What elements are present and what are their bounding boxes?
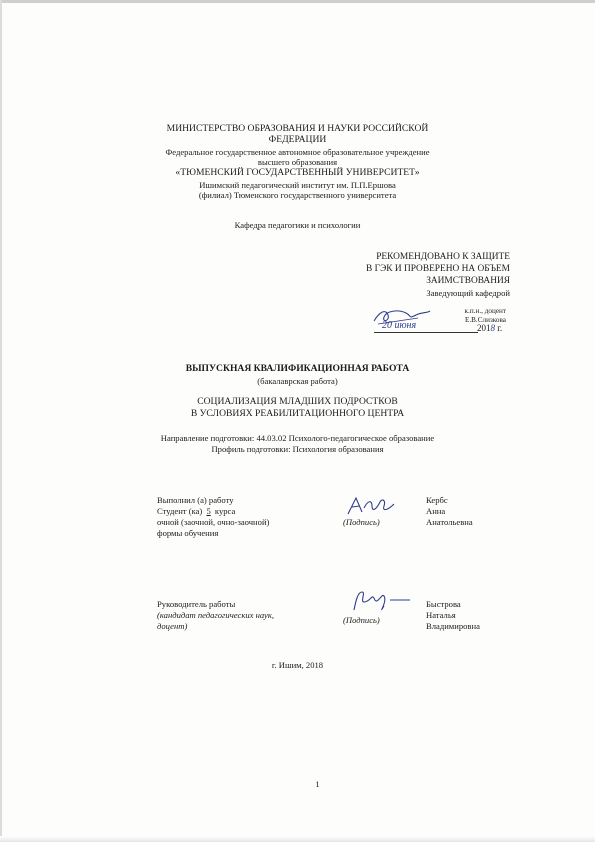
supervisor-degree: (кандидат педагогических наук, — [157, 610, 275, 620]
head-name: Е.В.Слизкова — [464, 316, 506, 324]
supervisor-signature-label: (Подпись) — [343, 615, 380, 625]
year-suffix-handwritten: 8 — [490, 323, 495, 333]
work-direction: Направление подготовки: 44.03.02 Психолого-педагогическое образование — [160, 433, 435, 443]
work-type: ВЫПУСКНАЯ КВАЛИФИКАЦИОННАЯ РАБОТА — [185, 363, 410, 374]
institution-heading — [0, 147, 595, 167]
supervisor-title: доцент) — [157, 621, 188, 631]
university-name: «ТЮМЕНСКИЙ ГОСУДАРСТВЕННЫЙ УНИВЕРСИТЕТ» — [175, 167, 420, 178]
approval-line-2: В ГЭК И ПРОВЕРЕНО НА ОБЪЕМ — [366, 264, 510, 274]
institute-heading — [0, 180, 595, 200]
supervisor-name: Наталья — [426, 610, 456, 620]
institution-line-2: высшего образования — [257, 157, 338, 167]
supervisor-patronymic: Владимировна — [426, 621, 480, 631]
approval-line-4: Заведующий кафедрой — [426, 288, 510, 298]
date-underline — [374, 332, 478, 333]
scan-edge-top — [0, 0, 595, 3]
work-title — [0, 396, 595, 420]
approval-year — [477, 323, 502, 333]
head-degree: к.п.н., доцент — [464, 307, 506, 315]
institute-line-1: Ишимский педагогический институт им. П.П.Ершова — [199, 180, 396, 190]
student-course — [157, 506, 235, 517]
work-title-line-2: В УСЛОВИЯХ РЕАБИЛИТАЦИОННОГО ЦЕНТРА — [190, 408, 405, 419]
supervisor-label: Руководитель работы — [157, 599, 236, 609]
work-profile: Профиль подготовки: Психология образования — [211, 444, 384, 454]
work-title-line-1: СОЦИАЛИЗАЦИЯ МЛАДШИХ ПОДРОСТКОВ — [197, 396, 398, 407]
city-year: г. Ишим, 2018 — [271, 660, 324, 670]
department-name: Кафедра педагогики и психологии — [234, 220, 361, 230]
ministry-line-1: МИНИСТЕРСТВО ОБРАЗОВАНИЯ И НАУКИ РОССИЙСКОЙ — [166, 123, 429, 134]
student-name: Анна — [426, 506, 446, 516]
work-subtype: (бакалаврская работа) — [257, 376, 338, 386]
year-end: г. — [495, 323, 503, 333]
student-course-prefix: Студент (ка) — [157, 506, 203, 516]
institute-line-2: (филиал) Тюменского государственного университета — [198, 190, 397, 200]
year-prefix: 201 — [477, 323, 491, 333]
approval-date-line — [374, 322, 509, 336]
student-course-suffix: курса — [214, 506, 236, 516]
approval-block — [340, 251, 510, 299]
page-number: 1 — [315, 779, 320, 789]
supervisor-surname: Быстрова — [426, 599, 461, 609]
scan-shadow-bottom — [0, 836, 595, 842]
approval-line-1: РЕКОМЕНДОВАНО К ЗАЩИТЕ — [376, 252, 510, 262]
student-performed-by: Выполнил (а) работу — [157, 495, 234, 505]
ministry-line-2: ФЕДЕРАЦИИ — [268, 134, 327, 145]
ministry-heading — [0, 123, 595, 145]
approval-date-handwritten: 20 июня — [382, 320, 417, 331]
approval-line-3: ЗАИМСТВОВАНИЯ — [426, 276, 510, 286]
student-surname: Кербс — [426, 495, 448, 505]
student-course-number: 5 — [206, 506, 211, 516]
student-patronymic: Анатольевна — [426, 517, 473, 527]
student-signature-label: (Подпись) — [343, 517, 380, 527]
student-study-form: очной (заочной, очно-заочной) — [157, 517, 270, 527]
student-study-form-2: формы обучения — [157, 528, 219, 538]
institution-line-1: Федеральное государственное автономное образовательное учреждение — [165, 147, 430, 157]
